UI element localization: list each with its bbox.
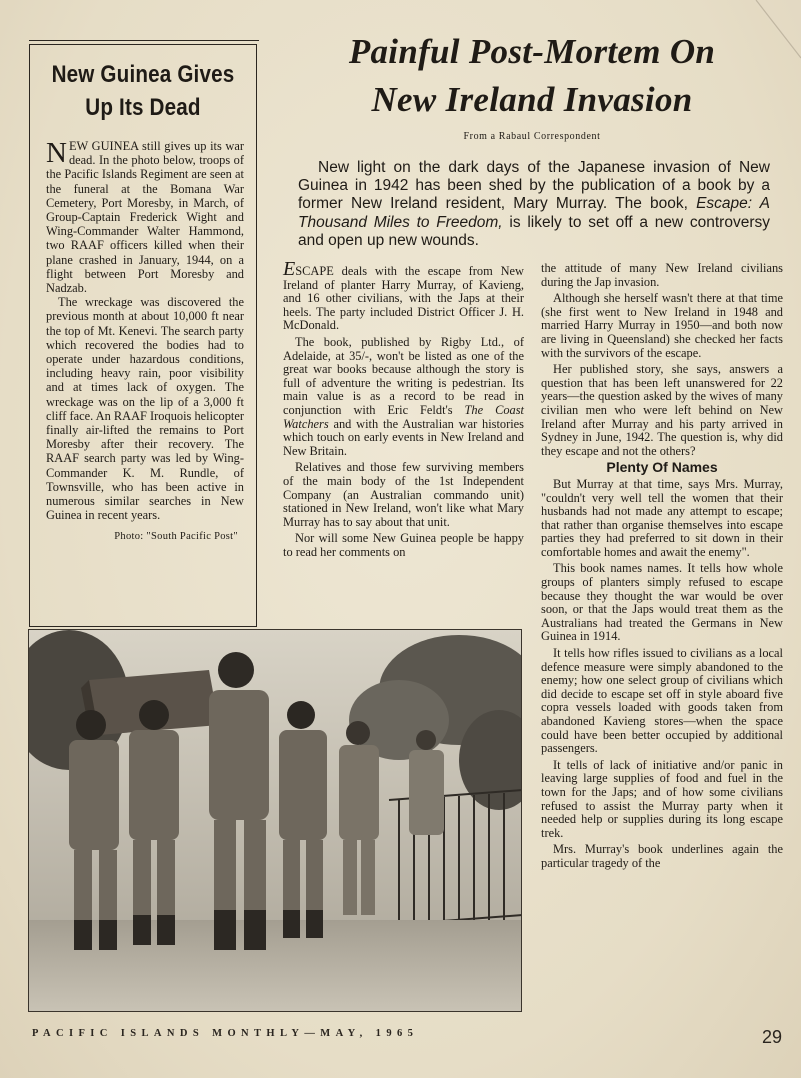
article-paragraph: Mrs. Murray's book underlines again the particular tragedy of the: [541, 842, 783, 870]
article-paragraph-text: SCAPE deals with the escape from New Ireland of planter Harry Murray, of Kavieng, and 16 other civilians, with the Japs at their heels. The party included District Officer J. H. McDonald.: [283, 264, 524, 333]
article-paragraph-text-end: and with the Australian war histories which touch on early events in New Ireland and New Britain.: [283, 416, 524, 458]
article-paragraph: Relatives and those few surviving members of the main body of the 1st Independent Company (an Australian commando unit) stationed in New Ireland, won't like what Mary Murray has to say about that unit.: [283, 460, 524, 529]
funeral-photo-illustration: [29, 630, 522, 1012]
photo-credit: Photo: "South Pacific Post": [114, 531, 238, 543]
sidebar-paragraph: The wreckage was discovered the previous month at about 10,000 ft near the top of Mt. Kenevi. The search party which recovered the bodies had to operate under hazardous conditions, including heavy rain, poor visibility and at times lack of oxygen. The wreckage was on the lip of a 3,000 ft cliff face. An RAAF Iroquois helicopter finally air-lifted the remains to Port Moresby after their recovery. The RAAF search party was led by Wing-Commander K. M. Rundle, of Townsville, who has been active in numerous similar searches in New Guinea in recent years.: [46, 295, 244, 523]
article-paragraph: the attitude of many New Ireland civilians during the Jap invasion.: [541, 261, 783, 289]
article-column-middle: [283, 258, 524, 559]
article-paragraph-text: The book, published by Rigby Ltd., of Adelaide, at 35/-, won't be listed as one of the great war books because although the story is full of adventure the writing is pedestrian. Its main value is as a record to be read in conjunction with Eric Feldt's: [283, 334, 524, 417]
sidebar-title: New Guinea Gives Up Its Dead: [51, 61, 235, 121]
intro-text: New light on the dark days of the Japanese invasion of New Guinea in 1942 has been shed by the publication of a book by a former New Ireland resident, Mary Murray. The book,: [298, 159, 770, 213]
article-byline: From a Rabaul Correspondent: [463, 131, 601, 142]
article-paragraph: This book names names. It tells how whole groups of planters simply refused to escape because they thought the war would be over soon, or that the Japs would treat them as the Australians had treated the Germans in New Guinea in 1914.: [541, 561, 783, 644]
article-intro: [298, 159, 770, 250]
funeral-photo: [28, 629, 522, 1012]
article-paragraph: Nor will some New Guinea people be happy to read her comments on: [283, 531, 524, 559]
article-paragraph: Her published story, she says, answers a question that has been left unanswered for 22 years—the question asked by the wives of many civilian men who were left behind on New Ireland after Murray and his party arrived in Sydney in June, 1942. The question is, why did they escape and not the others?: [541, 362, 783, 458]
article-paragraph: It tells of lack of initiative and/or panic in leaving large supplies of food and fuel in the town for the Japs; and of how some civilians refused to assist the Murray party when it needed help or supplies during its long escape trek.: [541, 757, 783, 840]
section-subhead: Plenty Of Names: [606, 459, 718, 476]
sidebar-paragraph-text: EW GUINEA still gives up its war dead. In the photo below, troops of the Pacific Islands Regiment are seen at the funeral at the Bomana War Cemetery, Port Moresby, in March, of Group-Captain Frederick Wight and Wing-Commander Walter Hammond, two RAAF officers killed when their plane crashed in January, 1944, on a flight between Port Moresby and Nadzab.: [46, 139, 244, 296]
sidebar-top-rule: [29, 40, 259, 41]
article-paragraph: [283, 258, 524, 333]
sidebar-dropcap: N: [46, 137, 67, 169]
article-paragraph: [283, 336, 524, 458]
article-paragraph: Although she herself wasn't there at that time (she first went to New Ireland in 1948 and married Harry Murray in 1950—and both now are living in Queensland) she checked her facts with the survivors of the escape.: [541, 291, 783, 360]
sidebar-body: [46, 139, 244, 545]
article-paragraph: But Murray at that time, says Mrs. Murray, "couldn't very well tell the women that their husbands had not made any attempt to escape; that rather than organise themselves into escape parties they had preferred to sit down in their comfortable homes and await the enemy".: [541, 476, 783, 559]
intro-text-end: is likely to set off a new controversy and open up new wounds.: [298, 213, 770, 249]
article-headline: [282, 28, 782, 124]
book-title-coast-watchers: The Coast Watchers: [283, 402, 524, 431]
article-initial: E: [283, 258, 296, 280]
article-column-right: [541, 262, 783, 871]
headline-line-2: New Ireland Invasion: [371, 80, 693, 119]
page-footer: PACIFIC ISLANDS MONTHLY—MAY, 1965: [32, 1028, 419, 1039]
page-number: 29: [762, 1027, 783, 1047]
headline-line-1: Painful Post-Mortem On: [348, 32, 716, 71]
book-title: Escape: A Thousand Miles to Freedom,: [298, 195, 770, 231]
sidebar-paragraph: [46, 139, 244, 295]
article-paragraph: It tells how rifles issued to civilians as a local defence measure were simply abandoned to the enemy; how one select group of civilians which did decide to escape set off in style aboard five copra vessels loaded with goods taken from abandoned Kavieng stores—when the space could have been better occupied by additional passengers.: [541, 646, 783, 756]
